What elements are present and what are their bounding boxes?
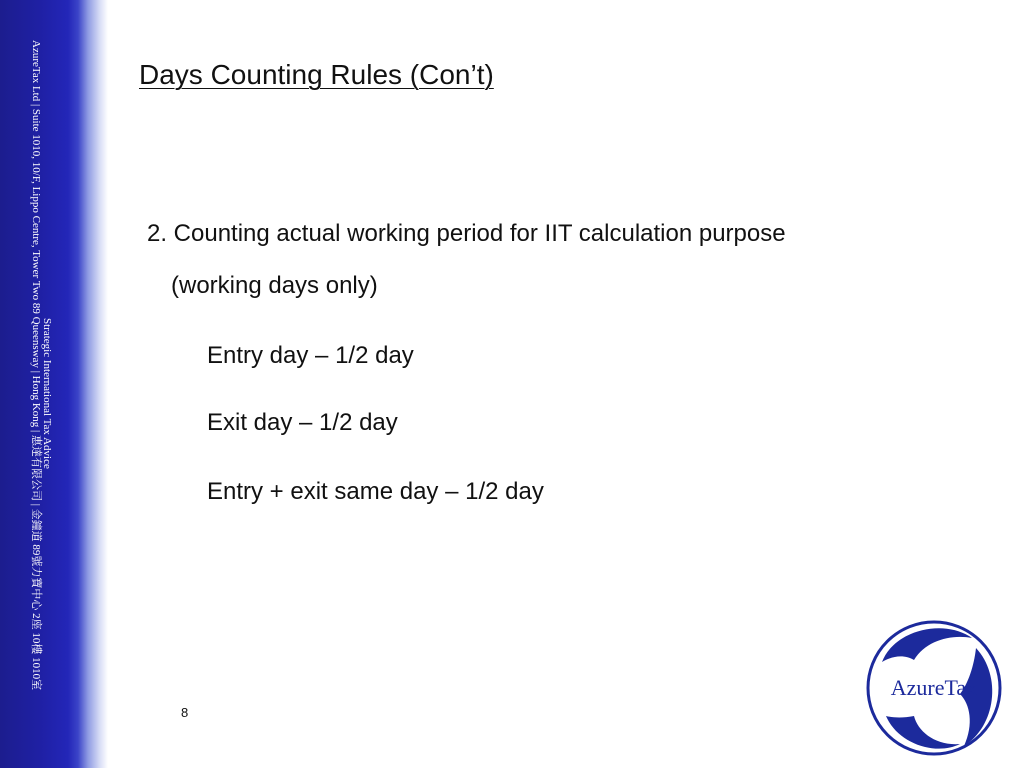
logo-text: AzureTax [890,675,978,700]
sidebar-text [0,0,108,768]
section-heading-line1: 2. Counting actual working period for IIT calculation purpose [147,220,786,247]
rule-entry-exit-same-day: Entry + exit same day – 1/2 day [207,478,544,505]
sidebar-tagline: Strategic International Tax Advice [41,318,53,469]
page-number: 8 [181,705,189,720]
section-heading-line2: (working days only) [171,272,378,299]
sidebar-company-address: AzureTax Ltd | Suite 1010, 10/F, Lippo Centre, Tower Two 89 Queensway | Hong Kong | 惠達有限公司 | 金鐘道 89號力寶中心 2座 10樓 1010室 [30,40,42,691]
slide-title: Days Counting Rules (Con’t) [139,59,494,90]
azuretax-logo [864,618,1004,758]
rule-exit-day: Exit day – 1/2 day [207,409,398,436]
section-heading [147,208,927,312]
rule-entry-day: Entry day – 1/2 day [207,342,414,369]
